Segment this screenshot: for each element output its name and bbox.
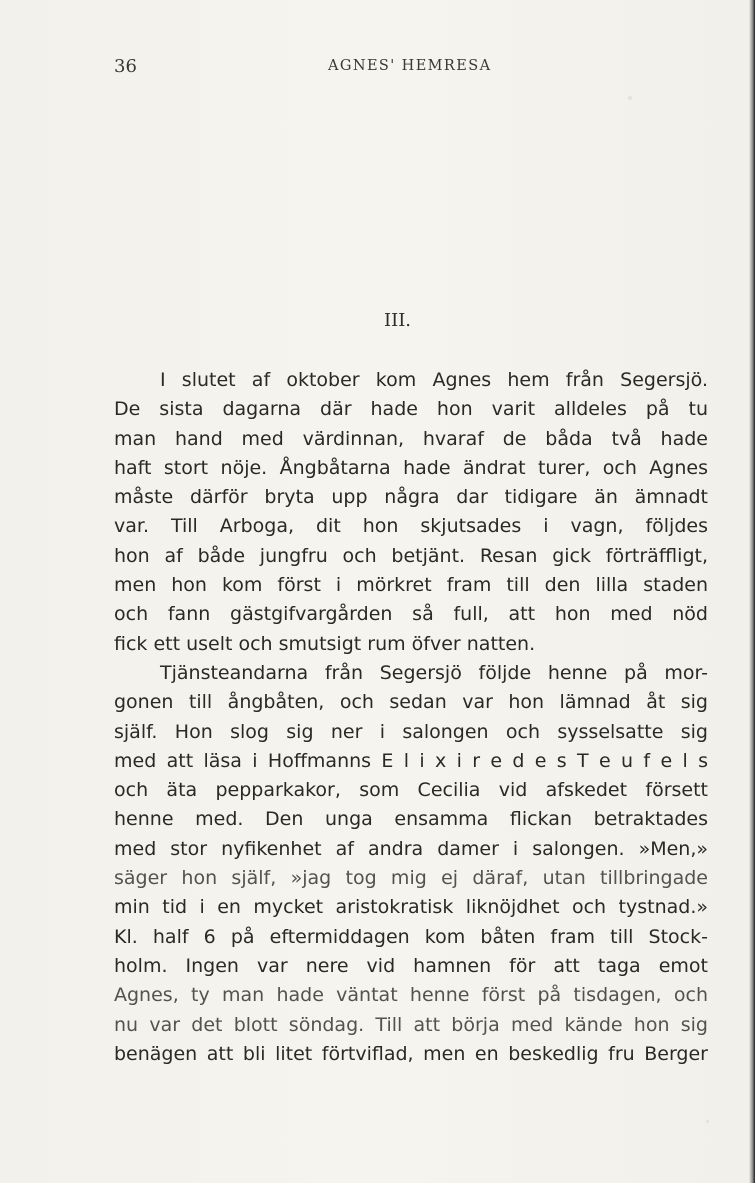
chapter-heading: III. [383,310,412,331]
text-line: min tid i en mycket aristokratisk liknöjdhet och tystnad.» [114,896,708,919]
text-line: Kl. half 6 på eftermiddagen kom båten fram till Stock- [114,925,708,948]
page-edge-shadow [749,0,755,1183]
text-line: haft stort nöje. Ångbåtarna hade ändrat turer, och Agnes [114,456,708,479]
text-line: med stor nyfikenhet af andra damer i salongen. »Men,» [114,837,708,860]
text-line: var. Till Arboga, dit hon skjutsades i vagn, följdes [114,515,708,538]
text-line: och fann gästgifvargården så full, att hon med nöd [114,603,708,626]
text-line: men hon kom först i mörkret fram till den lilla staden [114,574,708,597]
body-text [114,366,708,1069]
text-line: måste därför bryta upp några dar tidigare än ämnadt [114,486,708,509]
text-line: och äta pepparkakor, som Cecilia vid afskedet försett [114,779,708,802]
text-line: holm. Ingen var nere vid hamnen för att taga emot [114,954,708,977]
text-line: fick ett uselt och smutsigt rum öfver natten. [114,632,536,655]
paper-speck [706,1120,709,1123]
text-line: själf. Hon slog sig ner i salongen och sysselsatte sig [114,720,708,743]
text-line: hon af både jungfru och betjänt. Resan gick förträffligt, [114,544,708,567]
text-line: benägen att bli litet förtviflad, men en beskedlig fru Berger [114,1042,708,1065]
text-line: I slutet af oktober kom Agnes hem från Segersjö. [160,369,708,391]
text-line: henne med. Den unga ensamma flickan betraktades [114,808,708,831]
text-line: säger hon själf, »jag tog mig ej däraf, utan tillbringade [114,867,708,890]
text-line: gonen till ångbåten, och sedan var hon lämnad åt sig [114,691,708,714]
running-title: AGNES' HEMRESA [328,58,492,74]
paper-speck [628,96,632,100]
text-line: Agnes, ty man hade väntat henne först på tisdagen, och [114,984,708,1007]
text-line: nu var det blott söndag. Till att börja med kände hon sig [114,1013,708,1036]
text-line: Tjänsteandarna från Segersjö följde henne på mor- [160,661,708,684]
page-number: 36 [114,56,137,77]
text-line: De sista dagarna där hade hon varit alldeles på tu [114,398,708,421]
page-header [114,56,714,80]
text-line: med att läsa i Hoffmanns E l i x i r e d e s T e u f e l s [114,749,708,772]
text-line: man hand med värdinnan, hvaraf de båda två hade [114,427,708,450]
